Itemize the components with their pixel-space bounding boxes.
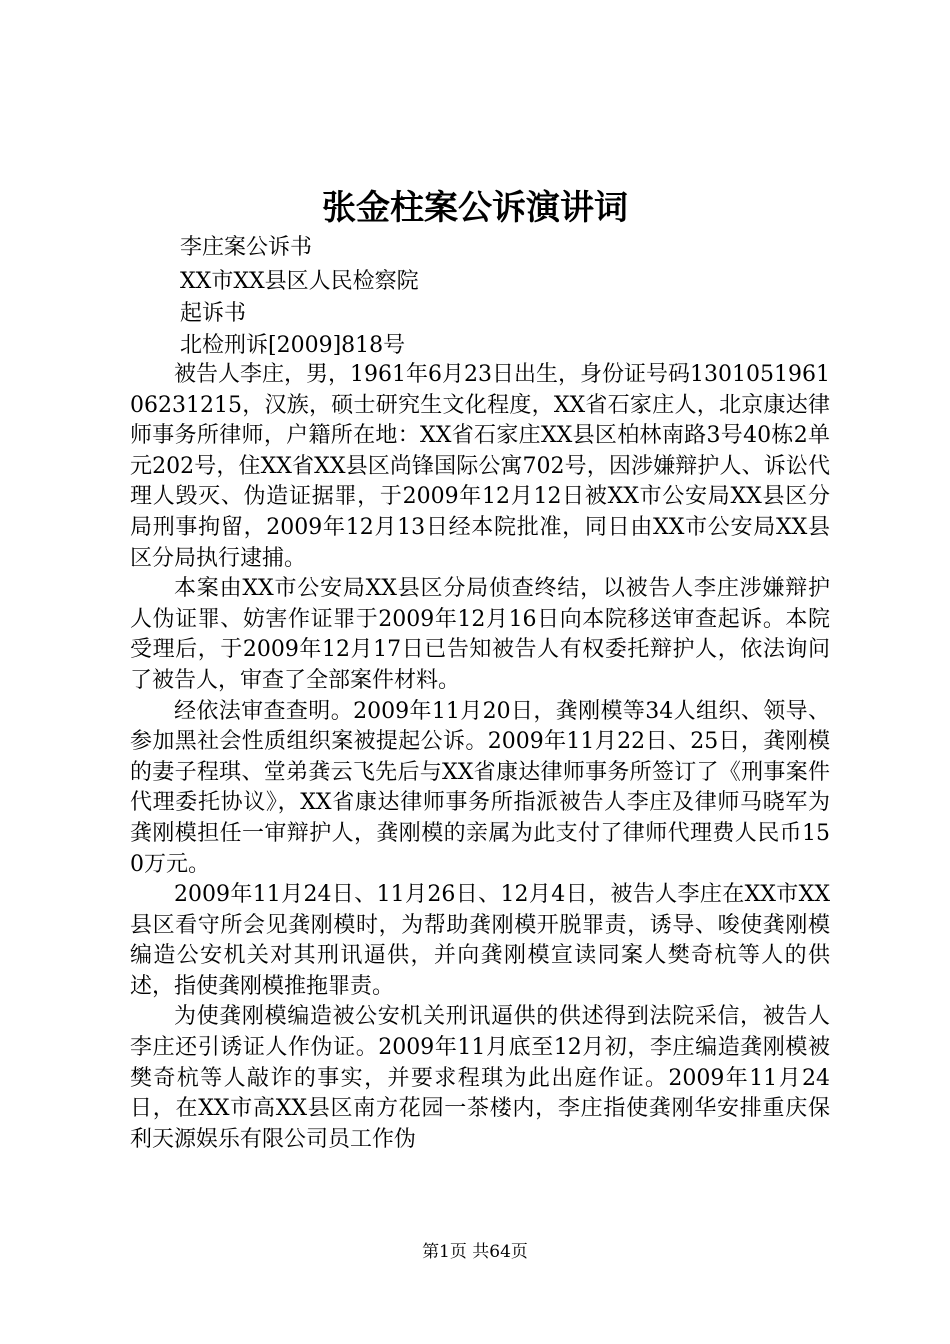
indictment-label: 起诉书 [180,301,247,326]
paragraph-findings: 经依法审查查明。2009年11月20日，龚刚模等34人组织、领导、参加黑社会性质组织案被提起公诉。2009年11月22日、25日，龚刚模的妻子程琪、堂弟龚云飞先后与XX省康达律师事务所签订了《刑事案件代理委托协议》，XX省康达律师事务所指派被告人李庄及律师马晓军为龚刚模担任一审辩护人，龚刚模的亲属为此支付了律师代理费人民币150万元。 [130,698,830,877]
paragraph-defendant-info: 被告人李庄，男，1961年6月23日出生，身份证号码130105196106231215，汉族，硕士研究生文化程度，XX省石家庄人，北京康达律师事务所律师，户籍所在地：XX省石家庄XX县区柏林南路3号40栋2单元202号，住XX省XX县区尚锋国际公寓702号，因涉嫌辩护人、诉讼代理人毁灭、伪造证据罪，于2009年12月12日被XX市公安局XX县区分局刑事拘留，2009年12月13日经本院批准，同日由XX市公安局XX县区分局执行逮捕。 [130,362,830,571]
paragraph-meetings: 2009年11月24日、11月26日、12月4日，被告人李庄在XX市XX县区看守所会见龚刚模时，为帮助龚刚模开脱罪责，诱导、唆使龚刚模编造公安机关对其刑讯逼供，并向龚刚模宣读同案人樊奇杭等人的供述，指使龚刚模推拖罪责。 [130,882,830,999]
paragraph-case-transfer: 本案由XX市公安局XX县区分局侦查终结，以被告人李庄涉嫌辩护人伪证罪、妨害作证罪于2009年12月16日向本院移送审查起诉。本院受理后，于2009年12月17日已告知被告人有权委托辩护人，依法询问了被告人，审查了全部案件材料。 [130,576,830,693]
case-name-line: 李庄案公诉书 [180,235,313,260]
document-body [130,360,830,1155]
case-number-line: 北检刑诉[2009]818号 [180,333,406,358]
procuratorate-line: XX市XX县区人民检察院 [180,269,419,294]
paragraph-false-testimony: 为使龚刚模编造被公安机关刑讯逼供的供述得到法院采信，被告人李庄还引诱证人作伪证。2009年11月底至12月初，李庄编造龚刚模被樊奇杭等人敲诈的事实，并要求程琪为此出庭作证。2009年11月24日，在XX市高XX县区南方花园一茶楼内，李庄指使龚刚华安排重庆保利天源娱乐有限公司员工作伪 [130,1004,830,1152]
page-footer: 第1页 共64页 [422,1242,528,1262]
document-title: 张金柱案公诉演讲词 [322,188,628,228]
